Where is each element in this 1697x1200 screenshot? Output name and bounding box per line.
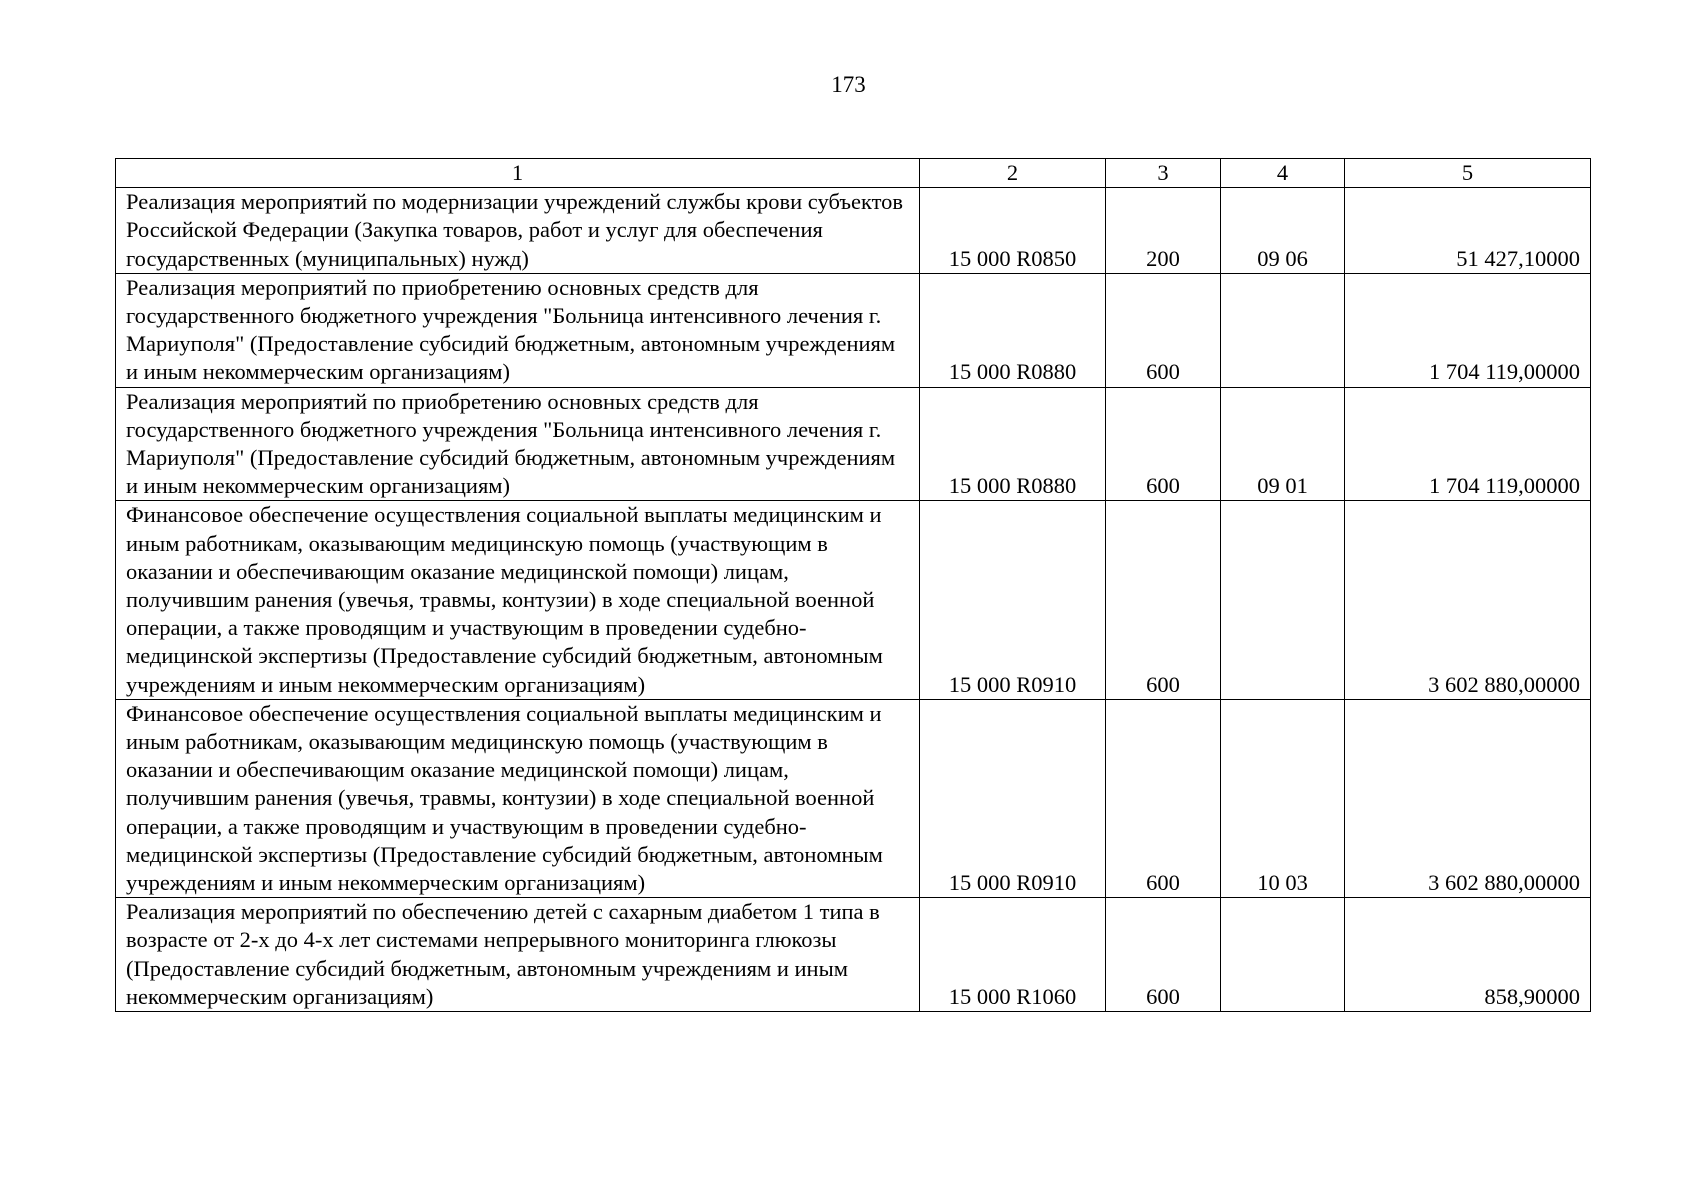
row-name: Реализация мероприятий по приобретению основных средств для государственного бюджетного учреждения "Больница интенсивного лечения г. Мариуполя" (Предоставление субсидий бюджетным, автономным учреждениям и иным некоммерческим организациям) [116, 387, 920, 501]
row-code: 15 000 R1060 [920, 898, 1106, 1012]
table-row [116, 387, 1591, 501]
row-amount: 1 704 119,00000 [1345, 387, 1591, 501]
row-amount: 3 602 880,00000 [1345, 699, 1591, 897]
row-code: 15 000 R0850 [920, 188, 1106, 274]
row-amount: 1 704 119,00000 [1345, 273, 1591, 387]
row-amount: 51 427,10000 [1345, 188, 1591, 274]
column-header-4: 4 [1221, 159, 1345, 188]
column-header-5: 5 [1345, 159, 1591, 188]
row-code: 15 000 R0880 [920, 273, 1106, 387]
row-section: 09 01 [1221, 387, 1345, 501]
table-row [116, 699, 1591, 897]
row-section [1221, 898, 1345, 1012]
header-row [116, 159, 1591, 188]
row-type: 600 [1106, 898, 1221, 1012]
row-code: 15 000 R0910 [920, 699, 1106, 897]
row-section: 10 03 [1221, 699, 1345, 897]
row-type: 600 [1106, 273, 1221, 387]
table-row [116, 273, 1591, 387]
column-header-2: 2 [920, 159, 1106, 188]
row-name: Реализация мероприятий по модернизации учреждений службы крови субъектов Российской Федерации (Закупка товаров, работ и услуг для обеспечения государственных (муниципальных) нужд) [116, 188, 920, 274]
table-row [116, 898, 1591, 1012]
column-header-3: 3 [1106, 159, 1221, 188]
table-row [116, 188, 1591, 274]
budget-table [115, 158, 1591, 1012]
row-code: 15 000 R0880 [920, 387, 1106, 501]
row-section [1221, 273, 1345, 387]
row-type: 600 [1106, 387, 1221, 501]
row-type: 200 [1106, 188, 1221, 274]
row-name: Реализация мероприятий по обеспечению детей с сахарным диабетом 1 типа в возрасте от 2-х до 4-х лет системами непрерывного мониторинга глюкозы (Предоставление субсидий бюджетным, автономным учреждениям и иным некоммерческим организациям) [116, 898, 920, 1012]
row-name: Финансовое обеспечение осуществления социальной выплаты медицинским и иным работникам, оказывающим медицинскую помощь (участвующим в оказании и обеспечивающим оказание медицинской помощи) лицам, получившим ранения (увечья, травмы, контузии) в ходе специальной военной операции, а также проводящим и участвующим в проведении судебно-медицинской экспертизы (Предоставление субсидий бюджетным, автономным учреждениям и иным некоммерческим организациям) [116, 699, 920, 897]
table-row [116, 501, 1591, 699]
row-type: 600 [1106, 699, 1221, 897]
row-amount: 858,90000 [1345, 898, 1591, 1012]
row-name: Реализация мероприятий по приобретению основных средств для государственного бюджетного учреждения "Больница интенсивного лечения г. Мариуполя" (Предоставление субсидий бюджетным, автономным учреждениям и иным некоммерческим организациям) [116, 273, 920, 387]
row-code: 15 000 R0910 [920, 501, 1106, 699]
row-type: 600 [1106, 501, 1221, 699]
row-name: Финансовое обеспечение осуществления социальной выплаты медицинским и иным работникам, оказывающим медицинскую помощь (участвующим в оказании и обеспечивающим оказание медицинской помощи) лицам, получившим ранения (увечья, травмы, контузии) в ходе специальной военной операции, а также проводящим и участвующим в проведении судебно-медицинской экспертизы (Предоставление субсидий бюджетным, автономным учреждениям и иным некоммерческим организациям) [116, 501, 920, 699]
page-number: 173 [831, 72, 866, 97]
row-section: 09 06 [1221, 188, 1345, 274]
row-amount: 3 602 880,00000 [1345, 501, 1591, 699]
row-section [1221, 501, 1345, 699]
column-header-1: 1 [116, 159, 920, 188]
